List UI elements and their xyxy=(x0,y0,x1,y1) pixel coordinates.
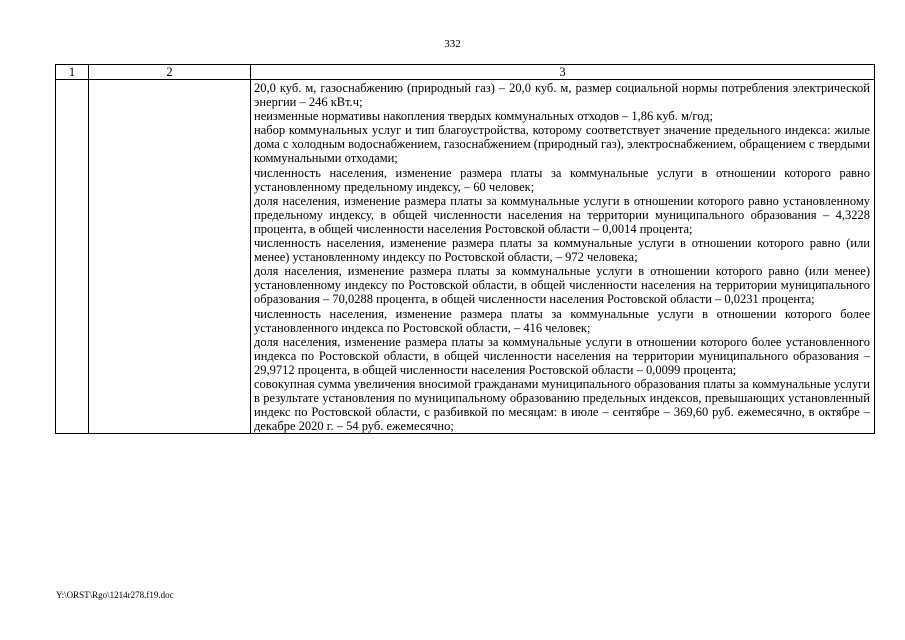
cell-column-3 xyxy=(251,80,875,434)
column-header-2: 2 xyxy=(89,65,251,80)
cell-column-1 xyxy=(56,80,89,434)
paragraph: численность населения, изменение размера платы за коммунальные услуги в отношении которого равно (или менее) установленному индексу по Ростовской области, – 972 человека; xyxy=(254,236,870,265)
paragraph: доля населения, изменение размера платы за коммунальные услуги в отношении которого равно (или менее) установленному индексу по Ростовской области, в общей численности населения на территории муниципального образования – 70,0288 процента, в общей численности населения Ростовской области – 0,0231 процента; xyxy=(254,264,870,307)
paragraph: доля населения, изменение размера платы за коммунальные услуги в отношении которого равно установленному предельному индексу, в общей численности населения на территории муниципального образования – 4,3228 процента, в общей численности населения Ростовской области – 0,0014 процента; xyxy=(254,193,870,236)
table-header-row xyxy=(56,65,875,80)
column-header-1: 1 xyxy=(56,65,89,80)
table-row xyxy=(56,80,875,434)
paragraph: неизменные нормативы накопления твердых коммунальных отходов – 1,86 куб. м/год; xyxy=(254,109,713,124)
page-number: 332 xyxy=(444,38,461,50)
paragraph: 20,0 куб. м, газоснабжению (природный газ) – 20,0 куб. м, размер социальной нормы потребления электрической энергии – 246 кВт.ч; xyxy=(254,81,870,110)
paragraph: набор коммунальных услуг и тип благоустройства, которому соответствует значение предельного индекса: жилые дома с холодным водоснабжением, газоснабжением (природный газ), электроснабжением, обращением с твердыми коммунальными отходами; xyxy=(254,123,870,166)
paragraph: доля населения, изменение размера платы за коммунальные услуги в отношении которого более установленного индекса по Ростовской области, в общей численности населения на территории муниципального образования – 29,9712 процента, в общей численности населения Ростовской области – 0,0099 процента; xyxy=(254,334,870,377)
document-table xyxy=(55,64,875,434)
document-file-path: Y:\ORST\Rgo\1214r278.f19.doc xyxy=(56,590,174,600)
column-header-3: 3 xyxy=(251,65,875,80)
cell-column-2 xyxy=(89,80,251,434)
paragraph: совокупная сумма увеличения вносимой гражданами муниципального образования платы за коммунальные услуги в результате установления по муниципальному образованию предельных индексов, превышающих установленный индекс по Ростовской области, с разбивкой по месяцам: в июле – сентябре – 369,60 руб. ежемесячно, в октябре – декабре 2020 г. – 54 руб. ежемесячно; xyxy=(254,376,870,434)
paragraph: численность населения, изменение размера платы за коммунальные услуги в отношении которого более установленного индекса по Ростовской области, – 416 человек; xyxy=(254,306,870,335)
paragraph: численность населения, изменение размера платы за коммунальные услуги в отношении которого равно установленному предельному индексу, – 60 человек; xyxy=(254,165,870,194)
